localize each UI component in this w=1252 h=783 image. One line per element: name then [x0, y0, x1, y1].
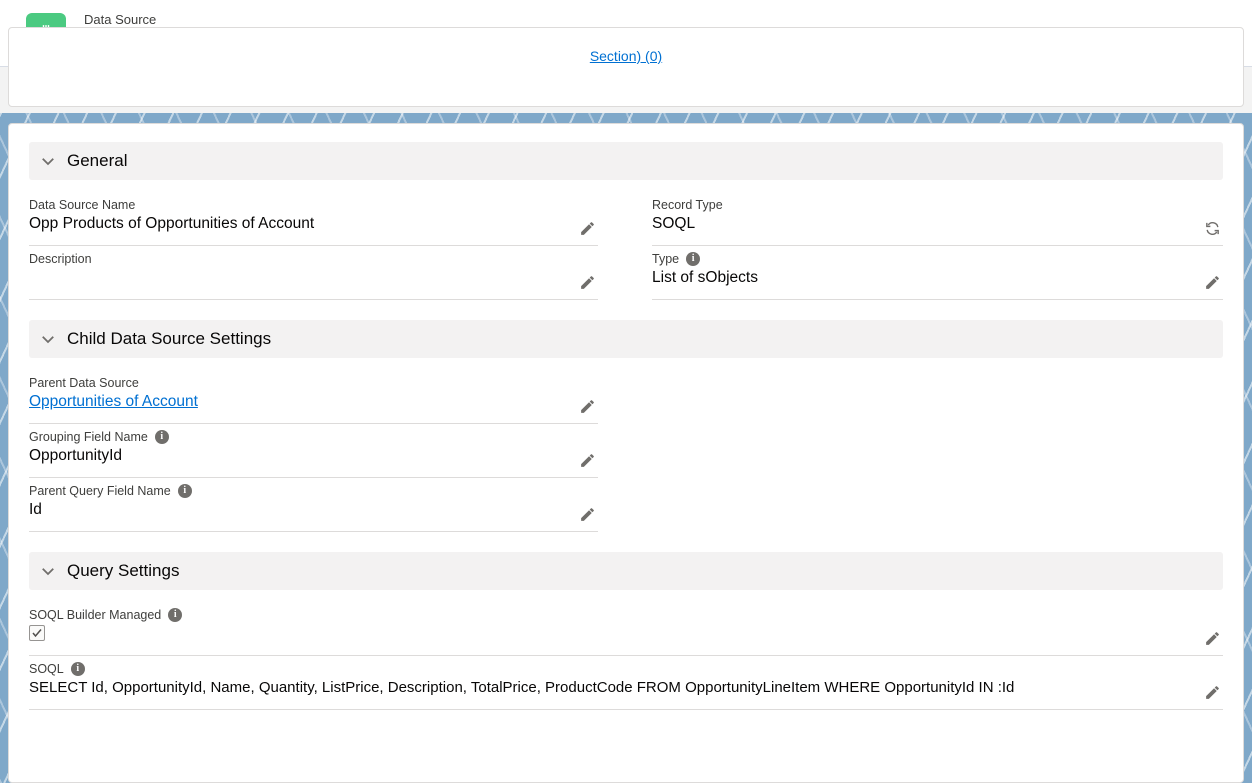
field-label — [29, 662, 1183, 676]
info-icon[interactable]: i — [168, 608, 182, 622]
pencil-icon[interactable] — [579, 452, 596, 469]
general-right-column — [626, 192, 1223, 300]
child-right-column — [626, 370, 1223, 532]
general-fields — [29, 186, 1223, 302]
label-text: Type — [652, 252, 680, 266]
label-text: SOQL — [29, 662, 64, 676]
label-text: Parent Query Field Name — [29, 484, 171, 498]
label-text: Parent Data Source — [29, 376, 139, 390]
check-icon — [31, 627, 43, 639]
scrolled-card-sliver — [0, 48, 1252, 113]
section-header-query-settings[interactable] — [29, 552, 1223, 590]
field-parent-data-source[interactable] — [29, 370, 598, 424]
section-header-child-data-source-settings[interactable] — [29, 320, 1223, 358]
details-panel — [8, 123, 1244, 783]
field-label — [29, 198, 564, 212]
field-value-link[interactable]: Opportunities of Account — [29, 393, 198, 410]
soql-builder-managed-checkbox[interactable] — [29, 625, 45, 641]
field-parent-query-field-name[interactable] — [29, 478, 598, 532]
pencil-icon[interactable] — [1204, 684, 1221, 701]
field-label — [29, 608, 1183, 622]
info-icon[interactable]: i — [71, 662, 85, 676]
label-text: Data Source Name — [29, 198, 136, 212]
field-value: List of sObjects — [652, 269, 758, 286]
field-value: SOQL — [652, 215, 696, 232]
general-left-column — [29, 192, 626, 300]
pencil-icon[interactable] — [579, 506, 596, 523]
label-text: Grouping Field Name — [29, 430, 148, 444]
field-value: OpportunityId — [29, 447, 123, 464]
section-title: Query Settings — [67, 561, 180, 580]
section-title: General — [67, 151, 128, 170]
field-data-source-name[interactable] — [29, 192, 598, 246]
info-icon[interactable]: i — [686, 252, 700, 266]
field-description[interactable] — [29, 246, 598, 300]
info-icon[interactable]: i — [178, 484, 192, 498]
section-header-general[interactable] — [29, 142, 1223, 180]
query-settings-fields — [29, 596, 1223, 712]
field-label — [29, 252, 564, 266]
child-data-source-fields — [29, 364, 1223, 534]
chevron-down-icon[interactable] — [39, 562, 57, 580]
label-text: Description — [29, 252, 92, 266]
pencil-icon[interactable] — [1204, 274, 1221, 291]
chevron-down-icon[interactable] — [39, 330, 57, 348]
section-count-link[interactable]: Section) (0) — [589, 48, 663, 64]
label-text: Record Type — [652, 198, 723, 212]
field-soql-builder-managed[interactable] — [29, 602, 1223, 656]
info-icon[interactable]: i — [155, 430, 169, 444]
field-value: Id — [29, 501, 42, 518]
child-left-column — [29, 370, 626, 532]
field-soql[interactable] — [29, 656, 1223, 710]
field-label — [652, 198, 1189, 212]
field-label — [29, 376, 564, 390]
related-list-card — [8, 27, 1244, 107]
field-value — [29, 269, 564, 290]
header-eyebrow: Data Source — [84, 11, 157, 27]
page-background — [0, 113, 1252, 783]
chevron-down-icon[interactable] — [39, 152, 57, 170]
refresh-icon[interactable] — [1204, 220, 1221, 237]
field-grouping-field-name[interactable] — [29, 424, 598, 478]
section-title: Child Data Source Settings — [67, 329, 272, 348]
field-label — [29, 430, 564, 444]
pencil-icon[interactable] — [579, 398, 596, 415]
field-label — [652, 252, 1189, 266]
field-record-type[interactable] — [652, 192, 1223, 246]
pencil-icon[interactable] — [579, 274, 596, 291]
field-label — [29, 484, 564, 498]
pencil-icon[interactable] — [1204, 630, 1221, 647]
field-type[interactable] — [652, 246, 1223, 300]
pencil-icon[interactable] — [579, 220, 596, 237]
label-text: SOQL Builder Managed — [29, 608, 162, 622]
field-value: Opp Products of Opportunities of Account — [29, 215, 315, 232]
soql-query-value: SELECT Id, OpportunityId, Name, Quantity, ListPrice, Description, TotalPrice, ProductCode FROM OpportunityLineItem WHERE OpportunityId IN :Id — [29, 679, 1015, 696]
